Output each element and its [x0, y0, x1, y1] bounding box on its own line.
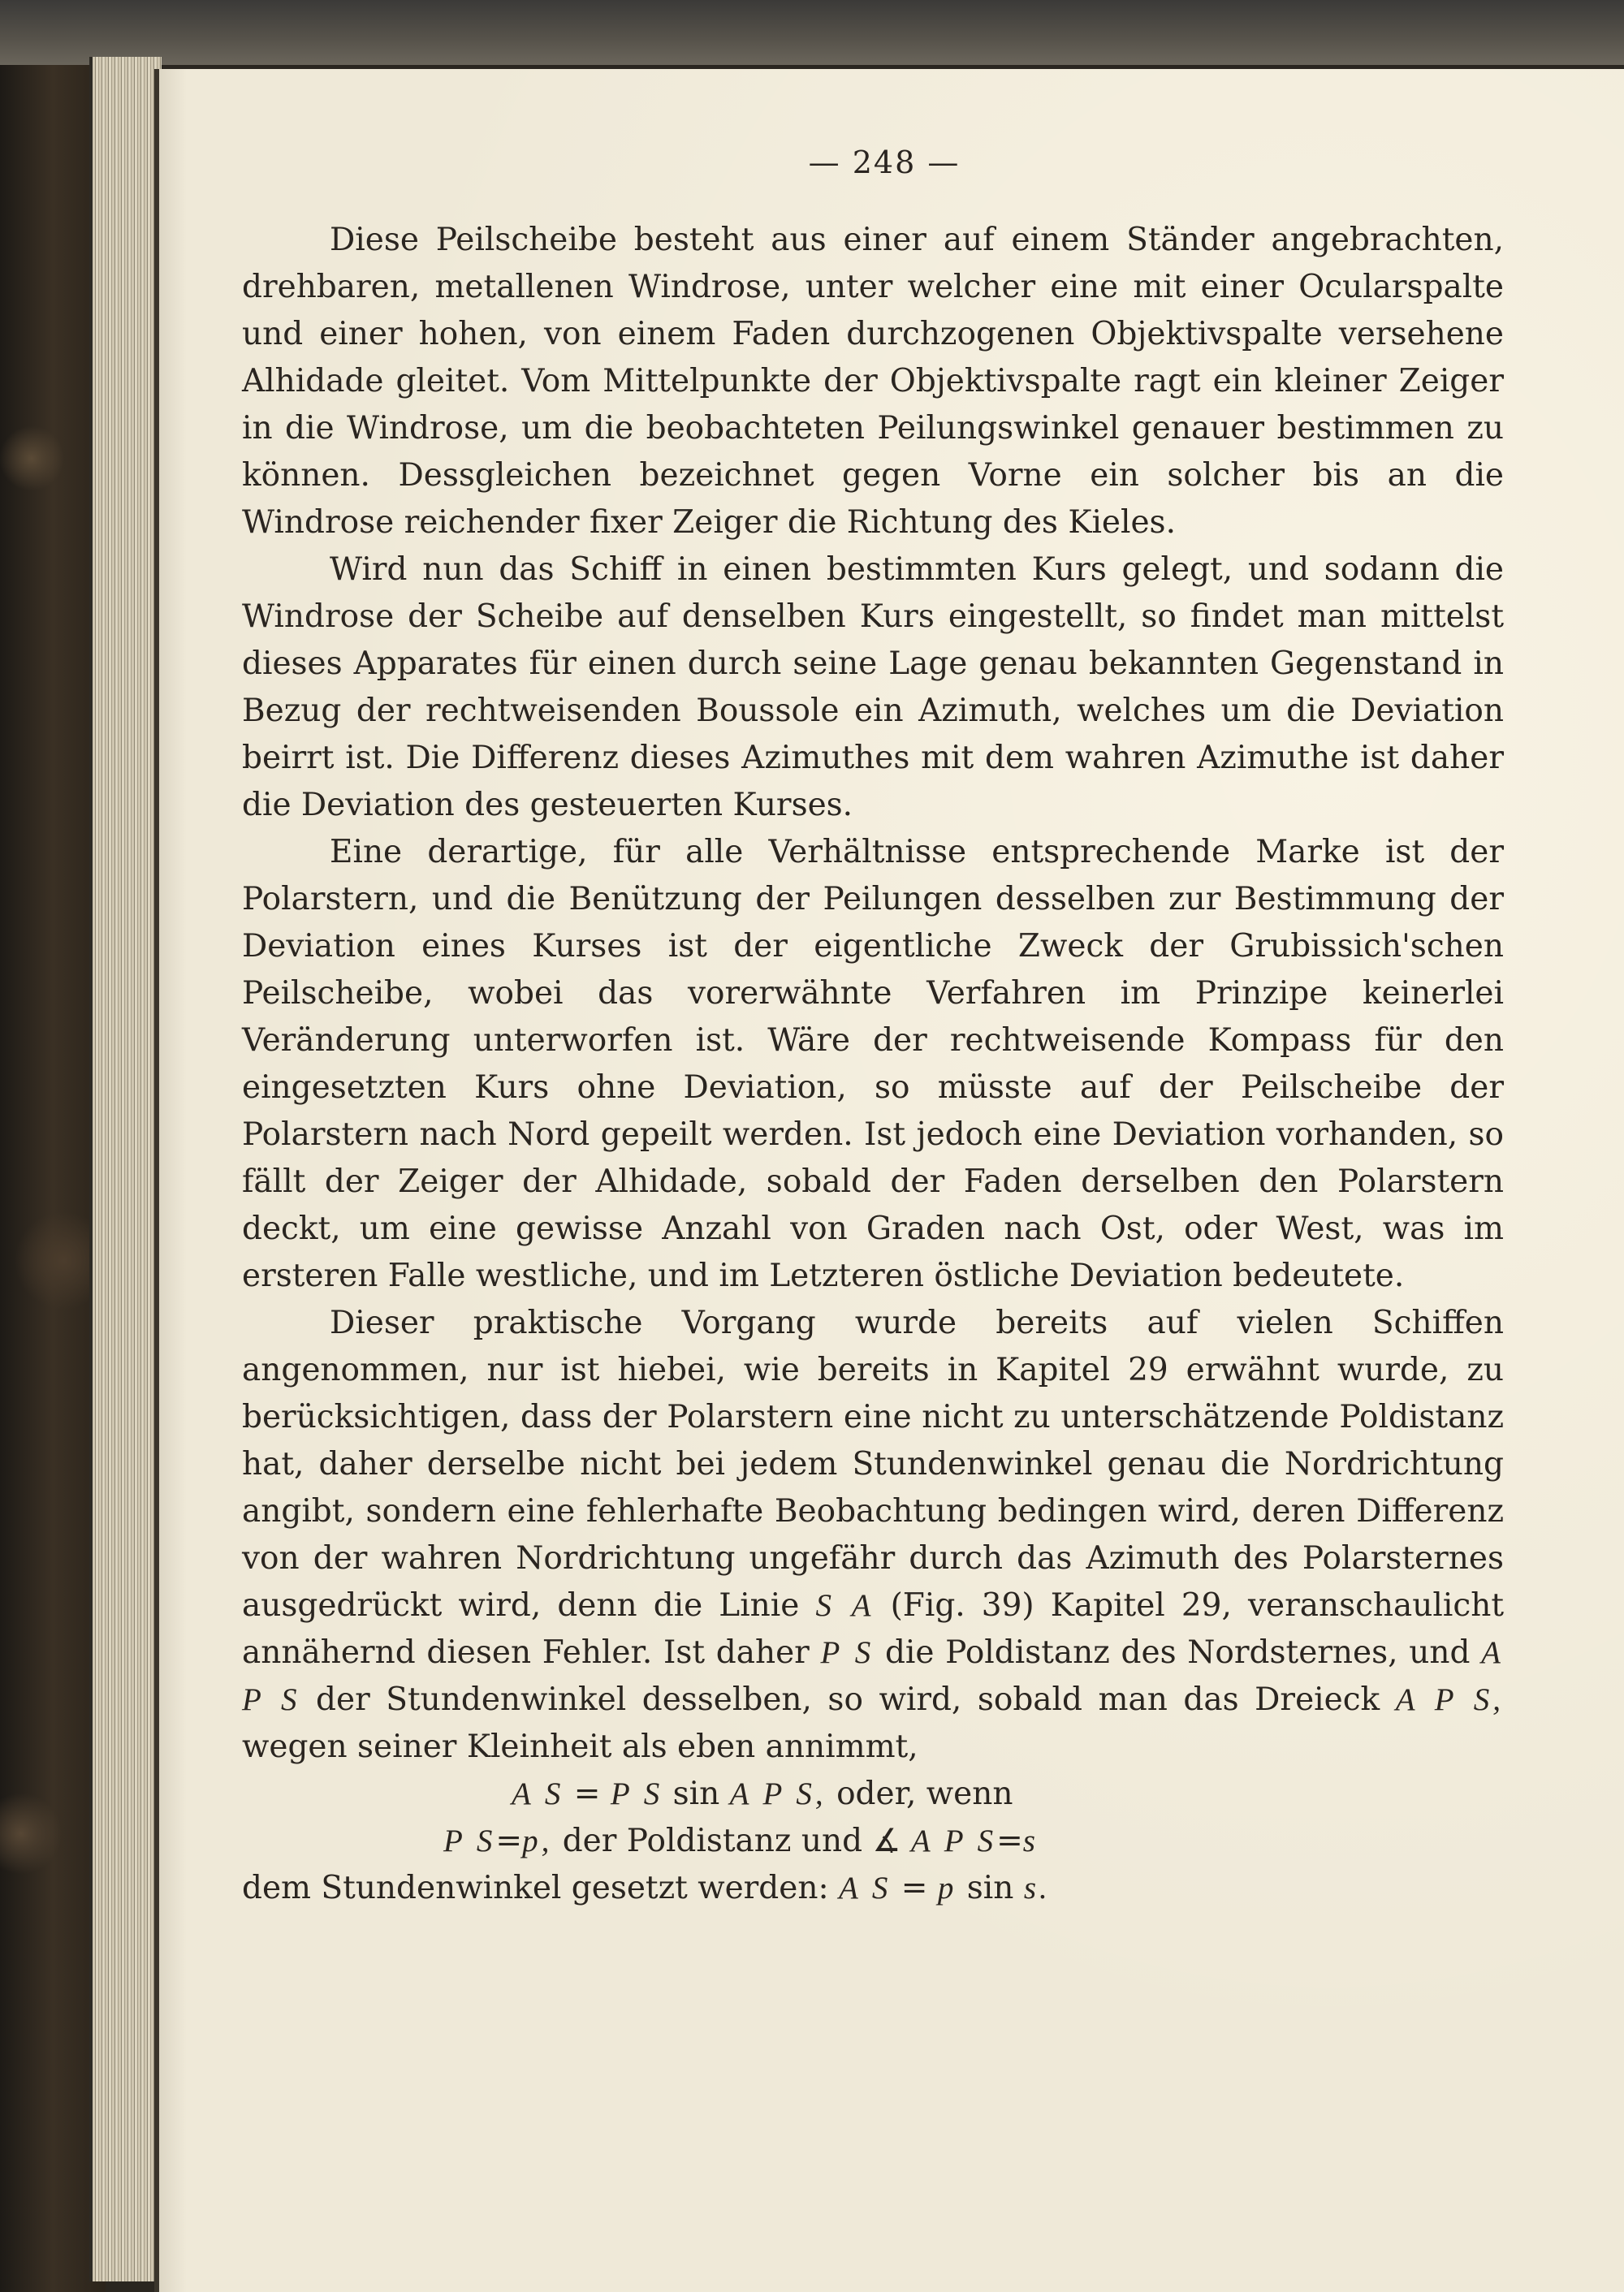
formula-3-s: s.: [1023, 1871, 1051, 1906]
formula-2-arg: A P S: [910, 1824, 997, 1858]
formula-2-p: p,: [522, 1824, 553, 1858]
page-content: [242, 145, 1504, 1912]
formula-2-s: s: [1022, 1824, 1039, 1858]
paragraph-4-text-c: die Poldistanz des Nordsternes, und: [884, 1634, 1471, 1671]
paragraph-4-text-d: der Stundenwinkel desselben, so wird, sobald man das Dreieck: [316, 1681, 1380, 1718]
math-aps-2: A P S,: [1395, 1682, 1504, 1717]
paragraph-4: [242, 1300, 1504, 1771]
formula-1-eq: =: [573, 1776, 601, 1812]
formula-2: [242, 1818, 1504, 1865]
formula-1-lhs: A S: [512, 1776, 564, 1811]
formula-1-arg: A P S,: [729, 1776, 827, 1811]
math-ps: P S: [820, 1635, 875, 1670]
formula-3-eq: =: [901, 1870, 928, 1906]
paragraph-3: Eine derartige, für alle Verhältnisse entsprechende Marke ist der Polarstern, und die Benützung der Peilungen desselben zur Bestimmung der Deviation eines Kurses ist der eigentliche Zweck der Grubissich'schen Peilscheibe, wobei das vorerwähnte Verfahren im Prinzipe keinerlei Veränderung unterworfen ist. Wäre der rechtweisende Kompass für den eingesetzten Kurs ohne Deviation, so müsste auf der Peilscheibe der Polarstern nach Nord gepeilt werden. Ist jedoch eine Deviation vorhanden, so fällt der Zeiger der Alhidade, sobald der Faden derselben den Polarstern deckt, um eine gewisse Anzahl von Graden nach Ost, oder West, was im ersteren Falle westliche, und im Letzteren östliche Deviation bedeutete.: [242, 834, 1504, 1294]
formula-3-sin: sin: [966, 1870, 1014, 1906]
paragraph-4-text-b: (Fig. 39) Kapitel 29, veranschaulicht annähernd diesen Fehler. Ist daher: [242, 1587, 1504, 1671]
math-aps: A P S: [242, 1635, 1504, 1717]
math-sa: S A: [815, 1588, 875, 1623]
formula-1-sin: sin: [672, 1776, 720, 1812]
formula-2-text: der Poldistanz und: [562, 1823, 863, 1859]
book-top-edge: [0, 0, 1624, 65]
formula-3: [242, 1865, 1504, 1912]
page-edges: [89, 57, 162, 2281]
formula-3-p: p: [937, 1871, 957, 1906]
angle-icon: ∡: [872, 1823, 901, 1859]
formula-3-text: dem Stundenwinkel gesetzt werden:: [242, 1870, 829, 1906]
formula-2-eq: =: [495, 1823, 523, 1859]
paragraph-1: Diese Peilscheibe besteht aus einer auf einem Ständer angebrachten, drehbaren, metallenen Windrose, unter welcher eine mit einer Ocularspalte und einer hohen, von einem Faden durchzogenen Objektivspalte versehene Alhidade gleitet. Vom Mittelpunkte der Objektivspalte ragt ein kleiner Zeiger in die Windrose, um die beobachteten Peilungswinkel genauer bestimmen zu können. Dessgleichen bezeichnet gegen Vorne ein solcher bis an die Windrose reichender fixer Zeiger die Richtung des Kieles.: [242, 222, 1504, 541]
formula-2-eq2: =: [996, 1823, 1023, 1859]
formula-2-lhs: P S: [443, 1824, 496, 1858]
formula-1-tail: oder, wenn: [836, 1776, 1013, 1812]
formula-3-lhs: A S: [839, 1871, 892, 1906]
formula-1-rhs: P S: [610, 1776, 663, 1811]
body-text: [242, 217, 1504, 1771]
paragraph-2: Wird nun das Schiff in einen bestimmten Kurs gelegt, und sodann die Windrose der Scheibe auf denselben Kurs eingestellt, so findet man mittelst dieses Apparates für einen durch seine Lage genau bekannten Gegenstand in Bezug der rechtweisenden Boussole ein Azimuth, welches um die Deviation beirrt ist. Die Differenz dieses Azimuthes mit dem wahren Azimuthe ist daher die Deviation des gesteuerten Kurses.: [242, 551, 1504, 823]
page-gutter: [154, 69, 159, 2292]
paragraph-4-text-e: wegen seiner Kleinheit als eben annimmt,: [242, 1729, 918, 1765]
formula-1: [242, 1771, 1504, 1818]
paragraph-4-text-a: Dieser praktische Vorgang wurde bereits auf vielen Schiffen angenommen, nur ist hiebei, wie bereits in Kapitel 29 erwähnt wurde, zu berücksichtigen, dass der Polarstern eine nicht zu unterschätzende Poldistanz hat, daher derselbe nicht bei jedem Stundenwinkel genau die Nordrichtung angibt, sondern eine fehlerhafte Beobachtung bedingen wird, deren Differenz von der wahren Nordrichtung ungefähr durch das Azimuth des Polarsternes ausgedrückt wird, denn die Linie: [242, 1305, 1504, 1624]
page-number: — 248 —: [808, 145, 961, 180]
